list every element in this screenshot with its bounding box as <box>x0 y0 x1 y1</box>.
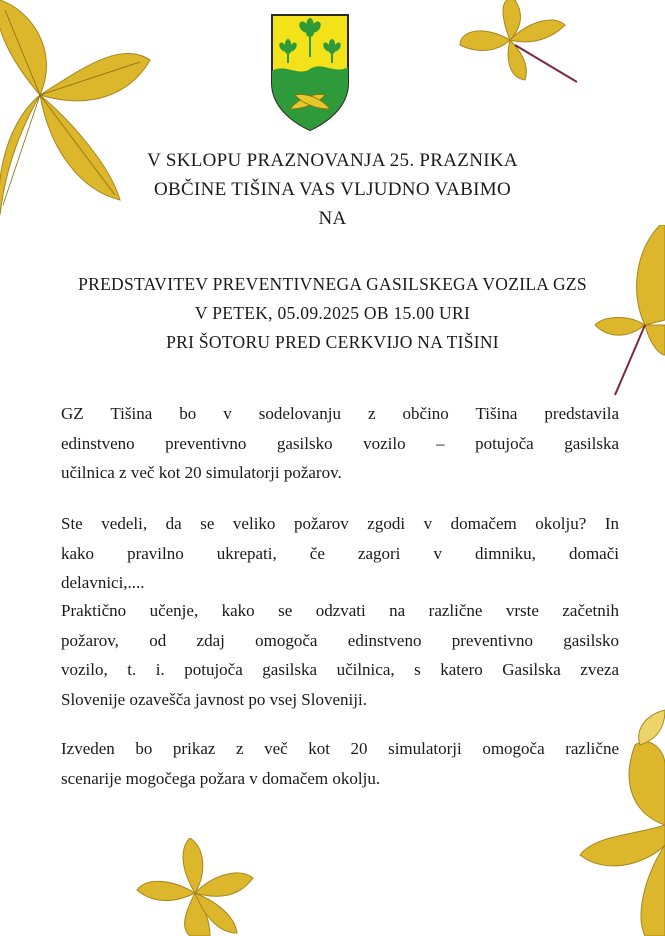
heading-line: NA <box>318 208 347 229</box>
heading-line: OBČINE TIŠINA VAS VLJUDNO VABIMO <box>154 179 511 200</box>
event-details <box>60 270 605 357</box>
event-title: PREDSTAVITEV PREVENTIVNEGA GASILSKEGA VOZILA GZS <box>78 274 587 294</box>
text-line: učilnica z več kot 20 simulatorji požarov. <box>61 463 342 482</box>
text-line: delavnici,.... <box>61 573 145 592</box>
crest-icon <box>270 13 350 131</box>
text-line: Izveden bo prikaz z več kot 20 simulatorji omogoča različne <box>61 739 619 758</box>
text-line: Slovenije ozavešča javnost po vsej Sloveniji. <box>61 689 367 709</box>
paragraph-intro <box>61 399 619 488</box>
paragraph-practical <box>61 596 619 714</box>
event-location: PRI ŠOTORU PRED CERKVIJO NA TIŠINI <box>166 332 499 352</box>
event-date-time: V PETEK, 05.09.2025 OB 15.00 URI <box>194 303 471 323</box>
text-line: požarov, od zdaj omogoča edinstveno preventivno gasilsko <box>61 630 619 650</box>
text-line: scenarije mogočega požara v domačem okolju. <box>61 768 381 788</box>
paragraph-question <box>61 509 619 598</box>
text-line: kako pravilno ukrepati, če zagori v dimniku, domači <box>61 543 619 563</box>
leaf-cluster-top-right <box>455 0 580 85</box>
heading-line: V SKLOPU PRAZNOVANJA 25. PRAZNIKA <box>147 150 518 171</box>
paragraph-demonstration <box>61 734 619 793</box>
text-line: edinstveno preventivno gasilsko vozilo – potujoča gasilska <box>61 433 619 453</box>
text-line: vozilo, t. i. potujoča gasilska učilnica, s katero Gasilska zveza <box>61 660 619 679</box>
invitation-heading <box>60 146 605 233</box>
leaf-cluster-bottom-left <box>135 838 255 936</box>
text-line: Praktično učenje, kako se odzvati na različne vrste začetnih <box>61 601 619 620</box>
text-line: GZ Tišina bo v sodelovanju z občino Tišina predstavila <box>61 404 619 423</box>
text-line: Ste vedeli, da se veliko požarov zgodi v domačem okolju? In <box>61 514 619 533</box>
